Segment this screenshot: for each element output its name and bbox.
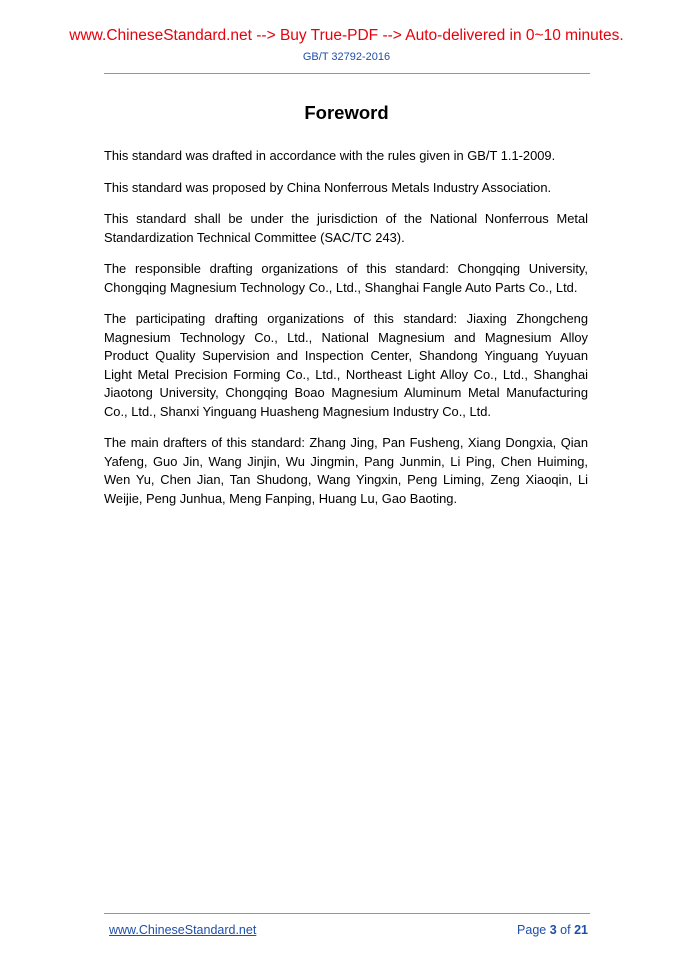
paragraph-proposed-by: This standard was proposed by China Nonferrous Metals Industry Association.	[104, 179, 552, 195]
standard-code: GB/T 32792-2016	[302, 51, 391, 63]
promo-banner[interactable]: www.ChineseStandard.net --> Buy True-PDF --> Auto-delivered in 0~10 minutes.	[69, 27, 624, 44]
page-title: Foreword	[304, 102, 389, 123]
paragraph-drafting-rules: This standard was drafted in accordance with the rules given in GB/T 1.1-2009.	[104, 148, 556, 163]
foreword-body	[104, 147, 588, 521]
header-divider	[104, 73, 590, 74]
page-current: 3	[549, 923, 557, 937]
paragraph-jurisdiction: This standard shall be under the jurisdiction of the National Nonferrous Metal Standardization Technical Committee (SAC/TC 243).	[104, 211, 588, 245]
footer-site-link[interactable]: www.ChineseStandard.net	[109, 923, 257, 937]
page-word: Page	[517, 923, 547, 937]
page-number	[517, 923, 588, 937]
paragraph-participating-organizations: The participating drafting organizations of this standard: Jiaxing Zhongcheng Magnesium Technology Co., Ltd., National Magnesium and Magnesium Alloy Product Quality Supervision and Inspection Center, Shandong Yinguang Yuyuan Light Metal Precision Forming Co., Ltd., Northeast Light Alloy Co., Ltd., Shanghai Jiaotong University, Chongqing Boao Magnesium Aluminum Metal Manufacturing Co., Ltd., Shanxi Yinguang Huasheng Magnesium Industry Co., Ltd.	[104, 311, 588, 419]
paragraph-responsible-organizations: The responsible drafting organizations of this standard: Chongqing University, Chongqing Magnesium Technology Co., Ltd., Shanghai Fangle Auto Parts Co., Ltd.	[104, 261, 588, 295]
footer-divider	[104, 913, 590, 914]
paragraph-main-drafters: The main drafters of this standard: Zhang Jing, Pan Fusheng, Xiang Dongxia, Qian Yafeng, Guo Jin, Wang Jinjin, Wu Jingmin, Pang Junmin, Li Ping, Chen Huiming, Wen Yu, Chen Jian, Tan Shudong, Wang Yingxin, Peng Liming, Zeng Xiaoqin, Li Weijie, Peng Junhua, Meng Fanping, Huang Lu, Gao Baoting.	[104, 435, 588, 506]
page-total: 21	[574, 923, 588, 937]
page-of: of	[560, 923, 571, 937]
